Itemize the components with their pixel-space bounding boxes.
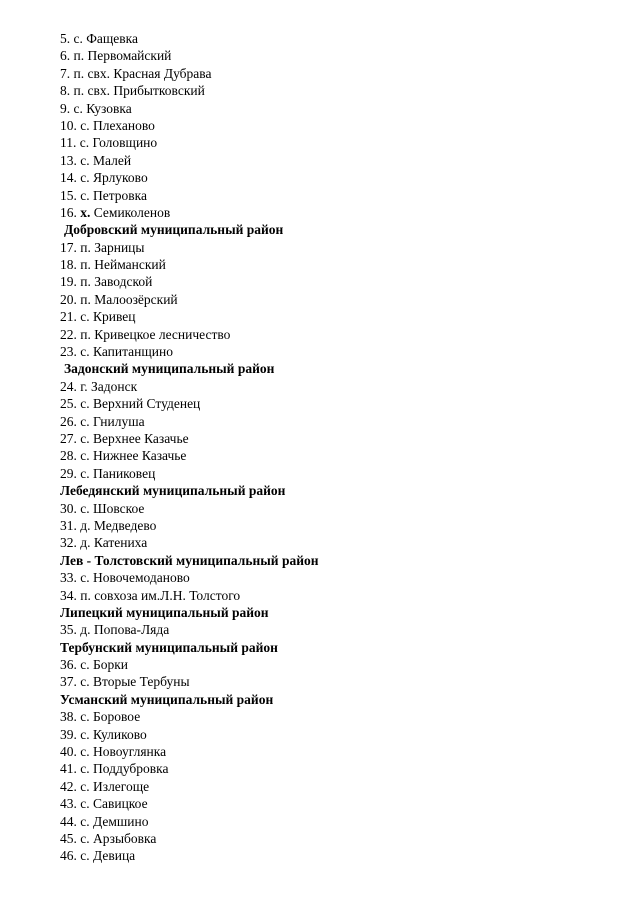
list-item: 18. п. Нейманский <box>60 257 166 273</box>
list-item: 15. с. Петровка <box>60 187 148 203</box>
list-item: 6. п. Первомайский <box>60 48 172 64</box>
list-item: 24. г. Задонск <box>60 378 138 394</box>
list-item: 17. п. Зарницы <box>60 239 145 255</box>
list-item-name: Семиколенов <box>90 204 171 220</box>
list-item: 14. с. Ярлуково <box>60 170 148 186</box>
list-item: 22. п. Кривецкое лесничество <box>60 326 231 342</box>
list-item: 20. п. Малоозёрский <box>60 291 178 307</box>
list-item: 31. д. Медведево <box>60 517 157 533</box>
list-item: 32. д. Катениха <box>60 535 148 551</box>
list-item: 21. с. Кривец <box>60 309 136 325</box>
district-heading: Тербунский муниципальный район <box>60 639 278 655</box>
district-heading: Липецкий муниципальный район <box>60 604 269 620</box>
district-heading: Усманский муниципальный район <box>60 691 274 707</box>
list-item: 30. с. Шовское <box>60 500 145 516</box>
list-item: 13. с. Малей <box>60 152 132 168</box>
list-item: 41. с. Поддубровка <box>60 761 169 777</box>
district-heading: Лебедянский муниципальный район <box>60 483 286 499</box>
list-item: 5. с. Фащевка <box>60 31 139 46</box>
list-item: 29. с. Паниковец <box>60 465 156 481</box>
list-item: 43. с. Савицкое <box>60 796 148 812</box>
list-item: 9. с. Кузовка <box>60 100 132 116</box>
list-item: 28. с. Нижнее Казачье <box>60 448 187 464</box>
list-item: 39. с. Куликово <box>60 726 147 742</box>
list-item <box>60 204 620 221</box>
list-item: 8. п. свх. Прибытковский <box>60 83 205 99</box>
list-item: 35. д. Попова-Ляда <box>60 622 170 638</box>
district-heading: Задонский муниципальный район <box>64 361 275 377</box>
list-item: 38. с. Боровое <box>60 709 141 725</box>
list-item-number: 16. <box>60 204 81 220</box>
list-item: 7. п. свх. Красная Дубрава <box>60 65 212 81</box>
list-item: 25. с. Верхний Студенец <box>60 396 201 412</box>
list-item: 45. с. Арзыбовка <box>60 830 157 846</box>
list-item: 44. с. Демшино <box>60 813 149 829</box>
district-heading: Лев - Толстовский муниципальный район <box>60 552 319 568</box>
list-item-type: х. <box>80 204 91 220</box>
list-item: 27. с. Верхнее Казачье <box>60 430 189 446</box>
list-item: 34. п. совхоза им.Л.Н. Толстого <box>60 587 241 603</box>
list-item: 42. с. Излегоще <box>60 778 150 794</box>
list-item: 37. с. Вторые Тербуны <box>60 674 190 690</box>
document-page <box>60 30 620 865</box>
list-item: 46. с. Девица <box>60 848 136 864</box>
list-item: 11. с. Головщино <box>60 135 158 151</box>
list-item: 36. с. Борки <box>60 657 129 673</box>
list-item: 33. с. Новочемоданово <box>60 570 190 586</box>
list-item: 40. с. Новоуглянка <box>60 744 167 760</box>
list-item: 26. с. Гнилуша <box>60 413 145 429</box>
district-heading: Добровский муниципальный район <box>64 222 284 238</box>
list-item: 19. п. Заводской <box>60 274 153 290</box>
list-item: 23. с. Капитанщино <box>60 344 173 360</box>
list-item: 10. с. Плеханово <box>60 117 155 133</box>
